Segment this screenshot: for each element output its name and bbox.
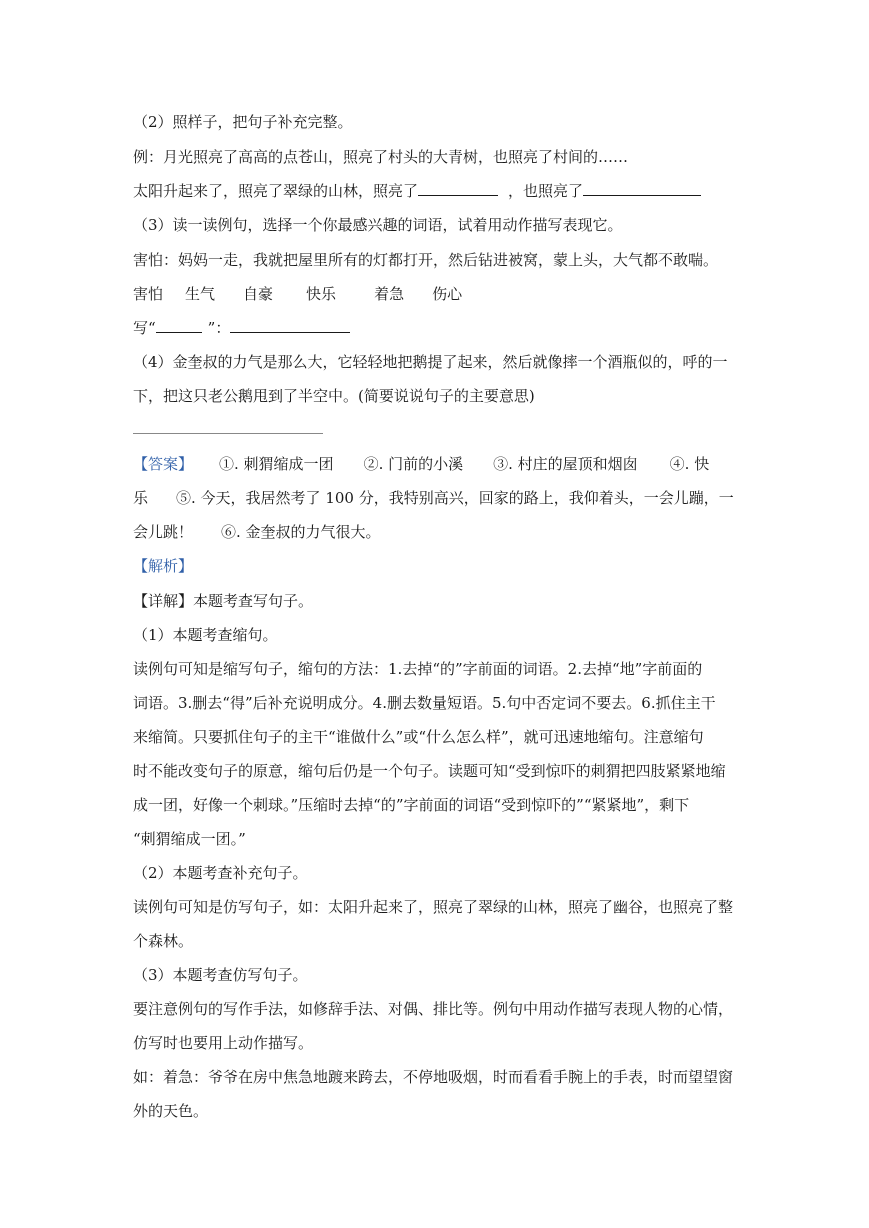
- analysis-tag: 【解析】: [133, 557, 194, 575]
- q3-write-b: ”：: [207, 319, 231, 337]
- analysis-line: （3）本题考查仿写句子。: [133, 966, 308, 984]
- q2-blank-1[interactable]: [418, 181, 498, 196]
- answer-line-1: [133, 454, 743, 474]
- q3-word: 自豪: [243, 285, 274, 303]
- q3-word-list: [133, 284, 743, 304]
- q2-heading: （2）照样子，把句子补充完整。: [133, 113, 353, 131]
- q3-sentence-blank[interactable]: [230, 318, 350, 333]
- analysis-line: （2）本题考查补充句子。: [133, 864, 308, 882]
- analysis-line: 仿写时也要用上动作描写。: [133, 1034, 314, 1052]
- analysis-line: 外的天色。: [133, 1102, 209, 1120]
- q2-example: 例：月光照亮了高高的点苍山，照亮了村头的大青树，也照亮了村间的……: [133, 148, 629, 166]
- q3-word: 害怕: [133, 285, 164, 303]
- analysis-line: 成一团，好像一个刺球。”压缩时去掉“的”字前面的词语“受到惊吓的”“紧紧地”，剩下: [133, 796, 690, 814]
- answer-item: ②. 门前的小溪: [363, 455, 464, 473]
- analysis-line: （1）本题考查缩句。: [133, 626, 278, 644]
- answer-item: ①. 刺猬缩成一团: [219, 455, 334, 473]
- answer-item: ⑤. 今天，我居然考了 100 分，我特别高兴，回家的路上，我仰着头，一会儿蹦，一: [176, 489, 734, 507]
- q3-word: 快乐: [306, 285, 337, 303]
- q2-prompt-a: 太阳升起来了，照亮了翠绿的山林，照亮了: [133, 182, 419, 200]
- q2-blank-2[interactable]: [583, 181, 701, 196]
- analysis-line: 时不能改变句子的原意，缩句后仍是一个句子。读题可知“受到惊吓的刺猬把四肢紧紧地缩: [133, 762, 726, 780]
- q3-word-blank[interactable]: [156, 318, 202, 333]
- analysis-line: 读例句可知是仿写句子，如：太阳升起来了，照亮了翠绿的山林，照亮了幽谷，也照亮了整: [133, 898, 734, 916]
- answer-item: ④. 快: [669, 455, 710, 473]
- answer-tag: 【答案】: [133, 455, 194, 473]
- analysis-line: 来缩简。只要抓住句子的主干“谁做什么”或“什么怎么样”，就可迅速地缩句。注意缩句: [133, 728, 704, 746]
- answer-fragment: 会儿跳！: [133, 523, 194, 541]
- q3-write-line: [133, 318, 743, 338]
- analysis-line: 读例句可知是缩写句子，缩句的方法：1.去掉“的”字前面的词语。2.去掉“地”字前面的: [133, 660, 703, 678]
- analysis-line: 【详解】本题考查写句子。: [133, 592, 314, 610]
- answer-blank-line[interactable]: [133, 433, 323, 434]
- q3-word: 伤心: [432, 285, 463, 303]
- q3-heading: （3）读一读例句，选择一个你最感兴趣的词语，试着用动作描写表现它。: [133, 216, 623, 234]
- q3-write-a: 写“: [133, 319, 156, 337]
- q2-prompt-line: [133, 181, 743, 201]
- answer-item: ③. 村庄的屋顶和烟囱: [493, 455, 638, 473]
- answer-item: ⑥. 金奎叔的力气很大。: [221, 523, 381, 541]
- q4-line-1: （4）金奎叔的力气是那么大，它轻轻地把鹅提了起来，然后就像摔一个酒瓶似的，呼的一: [133, 353, 728, 371]
- analysis-line: 要注意例句的写作手法，如修辞手法、对偶、排比等。例句中用动作描写表现人物的心情，: [133, 1000, 734, 1018]
- answer-fragment: 乐: [133, 489, 149, 507]
- analysis-line: 如：着急：爷爷在房中焦急地踱来跨去，不停地吸烟，时而看看手腕上的手表，时而望望窗: [133, 1068, 734, 1086]
- answer-line-2: [133, 488, 743, 508]
- q3-word: 生气: [185, 285, 216, 303]
- q2-prompt-b: ，也照亮了: [508, 182, 584, 200]
- analysis-line: “刺猬缩成一团。”: [133, 830, 246, 848]
- q3-word: 着急: [374, 285, 405, 303]
- analysis-line: 词语。3.删去“得”后补充说明成分。4.删去数量短语。5.句中否定词不要去。6.抓住主干: [133, 694, 716, 712]
- analysis-line: 个森林。: [133, 932, 194, 950]
- q3-example: 害怕：妈妈一走，我就把屋里所有的灯都打开，然后钻进被窝，蒙上头，大气都不敢喘。: [133, 251, 719, 269]
- answer-line-3: [133, 522, 743, 542]
- q4-line-2: 下，把这只老公鹅甩到了半空中。(简要说说句子的主要意思): [133, 387, 535, 405]
